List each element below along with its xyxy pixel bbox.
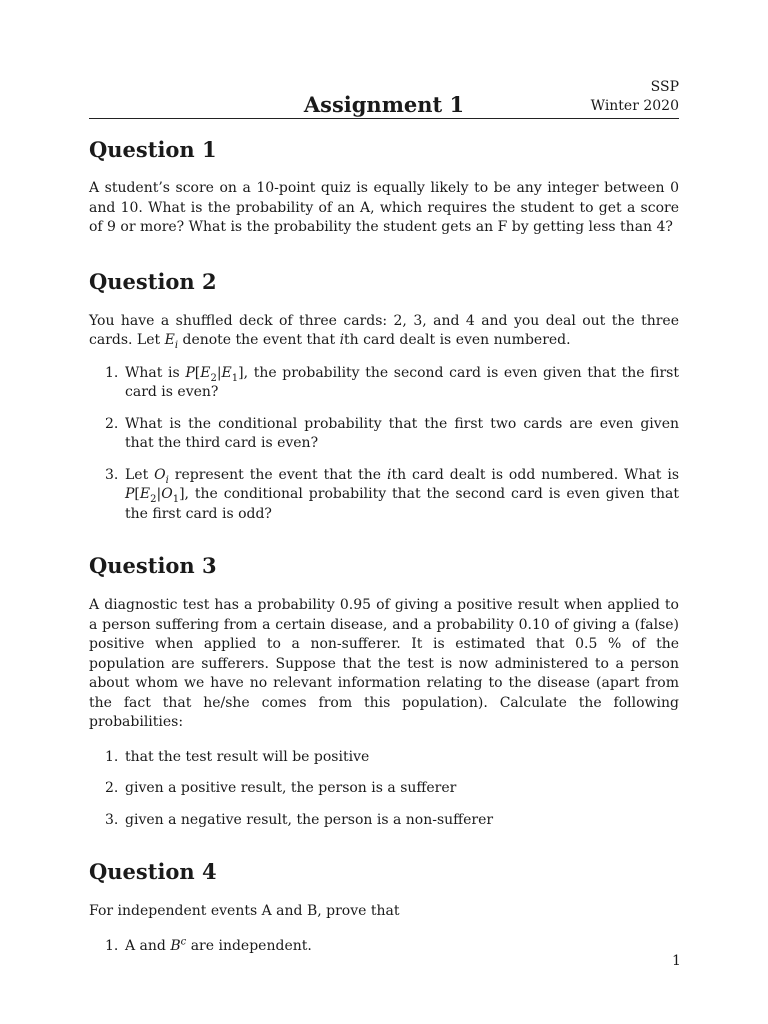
question-3-text: A diagnostic test has a probability 0.95 of giving a positive result when applied to a person suffering from a certain disease, and a probability 0.10 of giving a (false) positive when applied to a non-sufferer. It is estimated that 0.5 % of the population are sufferers. Suppose that the test is now administered to a person about whom we have no relevant information relating to the disease (apart from the fact that he/she comes from this population). Calculate the following probabilities: <box>89 597 679 730</box>
question-3-list <box>89 748 679 831</box>
list-item: 1. that the test result will be positive <box>105 748 370 765</box>
document-body <box>89 136 679 956</box>
question-3 <box>89 552 679 830</box>
conditional-expression: P <box>185 364 195 381</box>
question-2-intro: You have a shuffled deck of three cards: 2, 3, and 4 and you deal out the three cards. Let $E_i$ denote the event that ith card dealt is even numbered. <box>89 312 679 351</box>
question-4 <box>89 858 679 956</box>
question-1-text: A student’s score on a 10-point quiz is equally likely to be any integer between 0 and 10. What is the probability of an A, which requires the student to get a score of 9 or more? What is the probability the student gets an F by getting less than 4? <box>89 180 679 235</box>
term-label: Winter 2020 <box>590 98 679 114</box>
conditional-expression: P <box>125 486 135 502</box>
question-4-heading: Question 4 <box>89 859 217 884</box>
assignment-title: Assignment 1 <box>303 92 465 117</box>
question-4-text: For independent events A and B, prove that <box>89 903 400 919</box>
course-code: SSP <box>650 79 679 95</box>
question-1-heading: Question 1 <box>89 137 217 162</box>
header-course-info <box>591 78 679 116</box>
list-item: 3. Let $O_i$ represent the event that the ith card dealt is odd numbered. What is $P[E_2|O_1]$, the conditional probability that the second card is even given that the first card is odd? <box>105 466 680 522</box>
question-2-list <box>89 364 679 525</box>
list-item: 2. given a positive result, the person is a sufferer <box>105 780 457 796</box>
question-3-heading: Question 3 <box>89 553 217 578</box>
list-item: 3. given a negative result, the person is a non-sufferer <box>105 811 494 828</box>
page-header <box>89 78 679 119</box>
page-number: 1 <box>672 953 681 969</box>
question-4-list <box>89 937 679 957</box>
question-2-heading: Question 2 <box>89 268 217 294</box>
list-item: 1. What is $P[E_2|E_1]$, the probability the second card is even given that the first card is even? <box>105 364 679 400</box>
question-1 <box>89 136 679 238</box>
list-item: 1. A and $B^c$ are independent. <box>105 935 312 954</box>
question-2 <box>89 268 679 525</box>
list-item: 2. What is the conditional probability that the first two cards are even given that the third card is even? <box>105 415 679 451</box>
